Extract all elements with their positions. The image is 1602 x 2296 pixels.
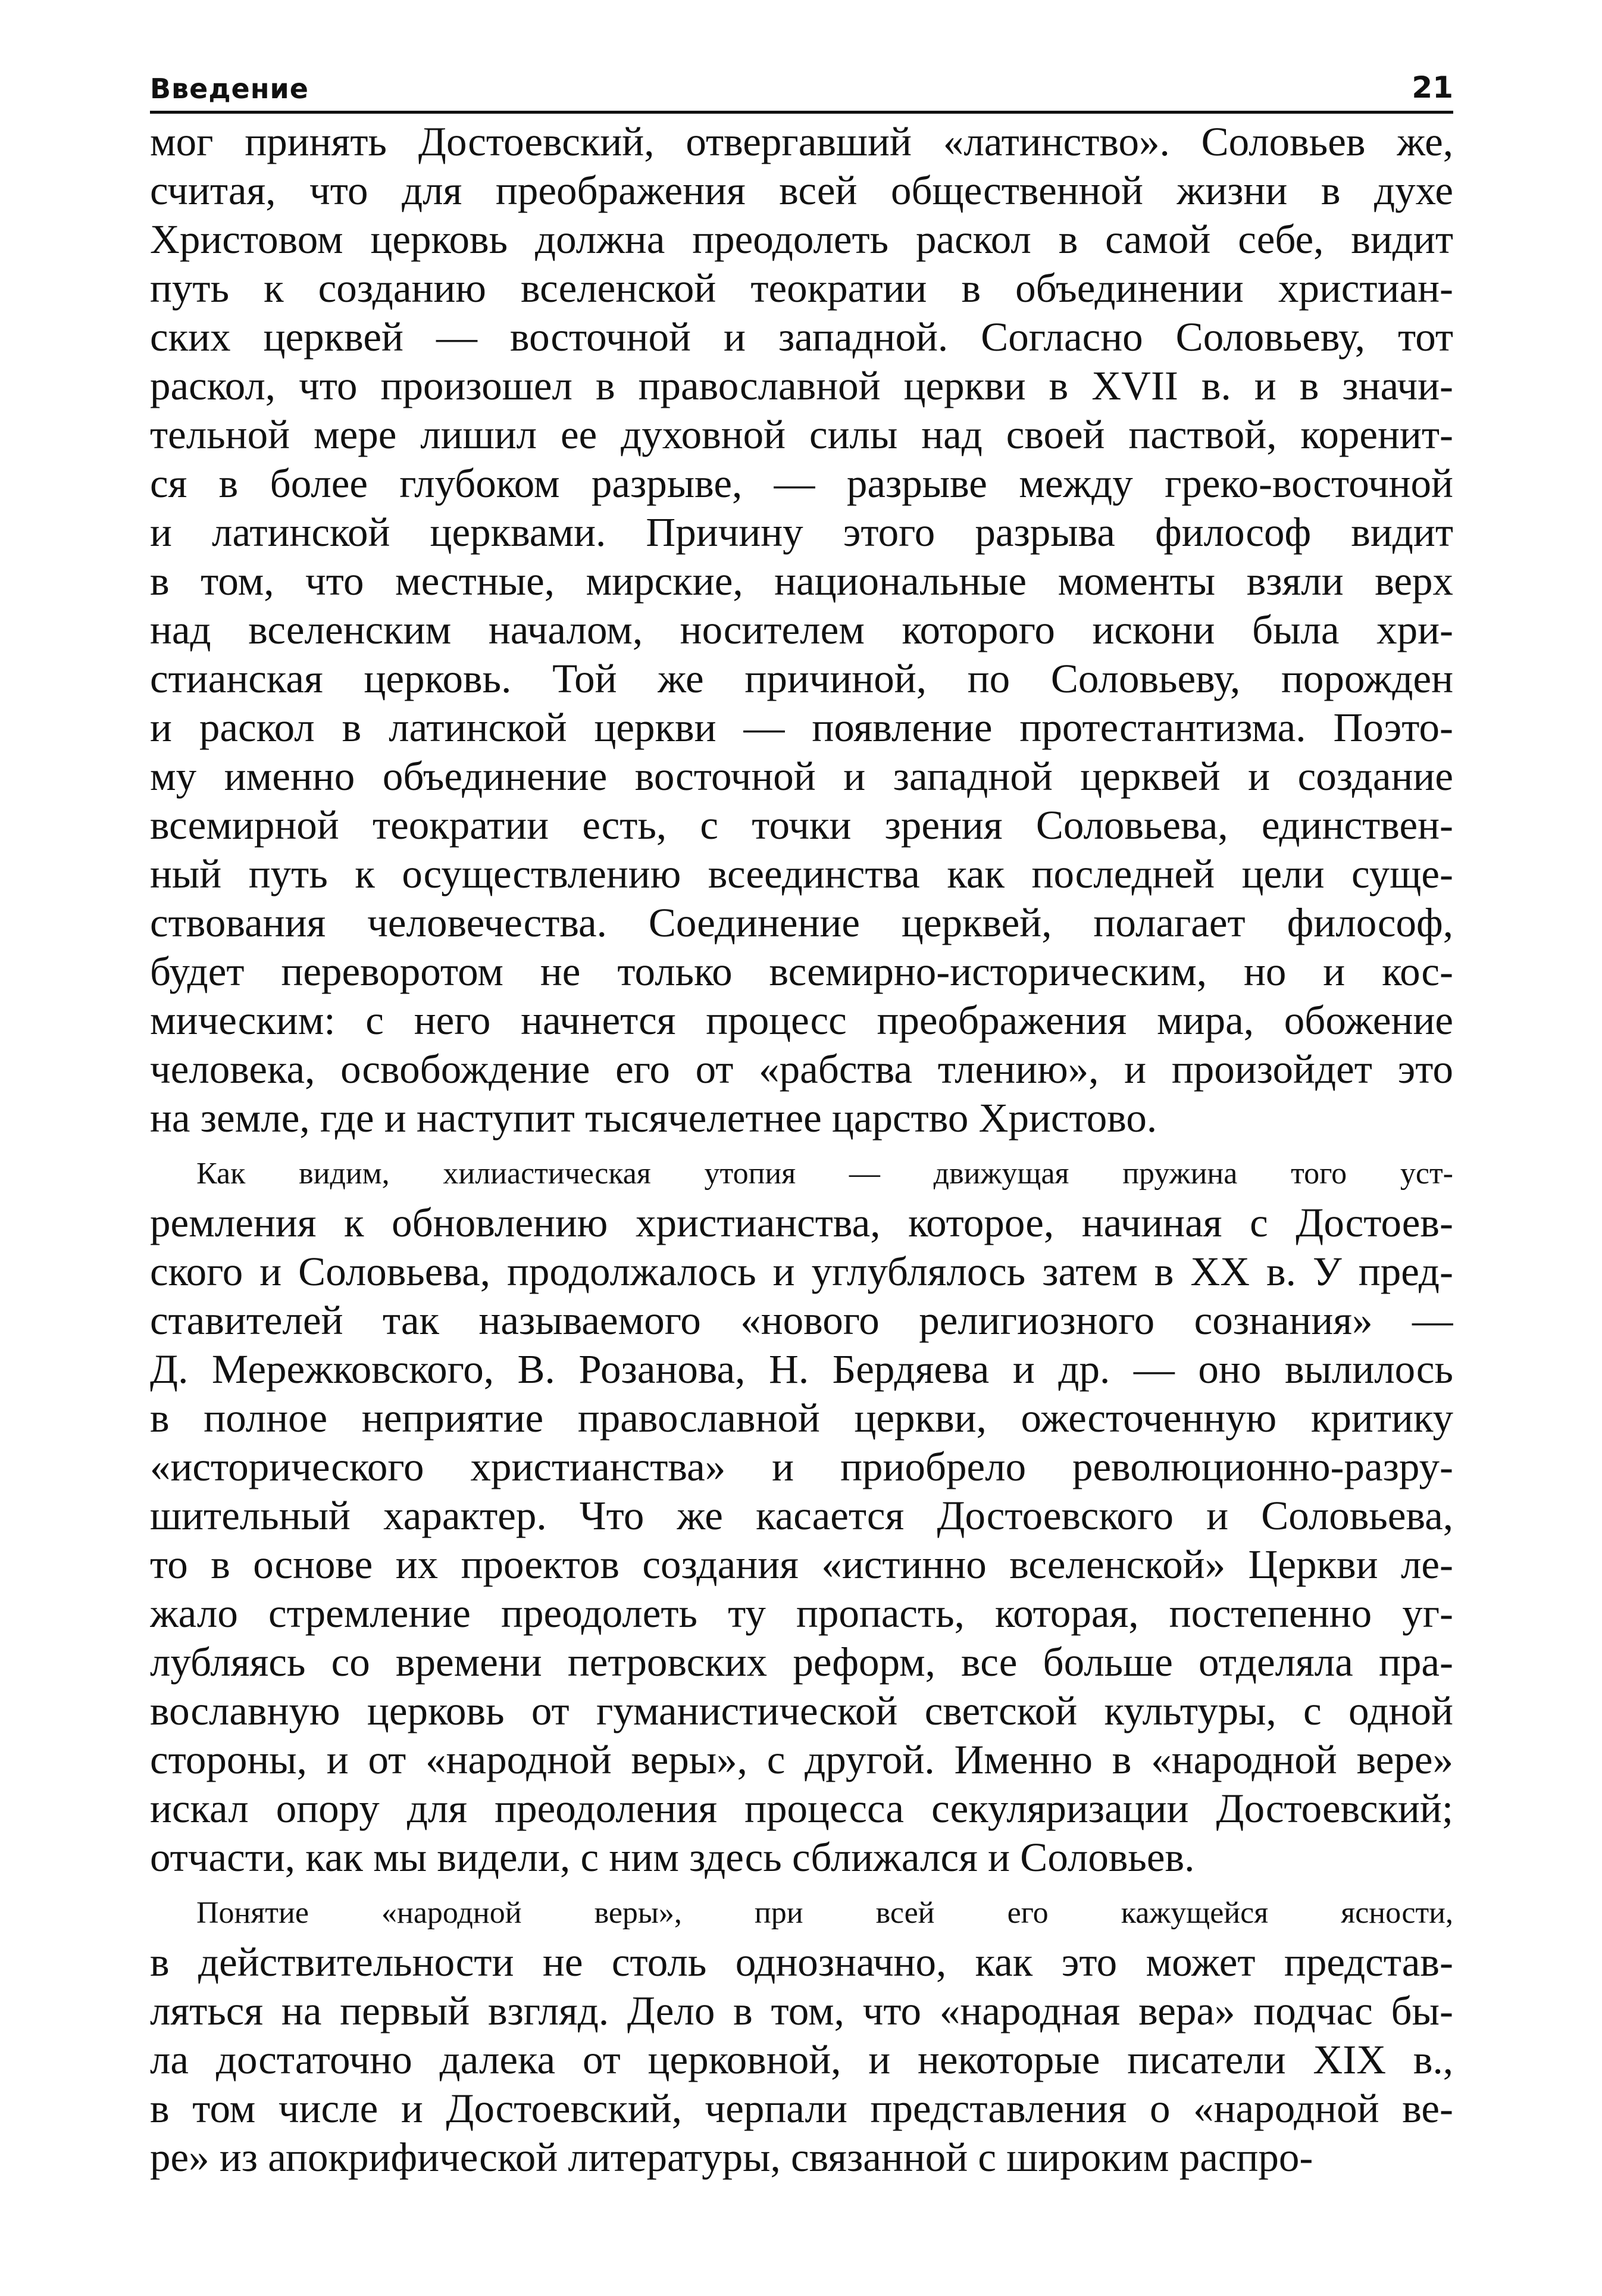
paragraph [150,1149,1453,1882]
body-text [150,117,1453,2182]
text-line: ремления к обновлению христианства, которое, начиная с Достоев- [150,1200,1453,1245]
book-page [150,64,1453,2182]
text-line: то в основе их проектов создания «истинно вселенской» Церкви ле- [150,1542,1453,1587]
text-line: шительный характер. Что же касается Достоевского и Соловьева, [150,1493,1453,1538]
text-line: стороны, и от «народной веры», с другой. Именно в «народной вере» [150,1737,1453,1782]
text-line: над вселенским началом, носителем которого искони была хри- [150,607,1453,652]
text-line: ставителей так называемого «нового религиозного сознания» — [150,1298,1453,1343]
paragraph [150,117,1453,1142]
text-line: ный путь к осуществлению всеединства как последней цели суще- [150,851,1453,896]
text-line: всемирной теократии есть, с точки зрения Соловьева, единствен- [150,802,1453,848]
text-line: мог принять Достоевский, отвергавший «латинство». Соловьев же, [150,119,1453,164]
text-line: будет переворотом не только всемирно-историческим, но и кос- [150,949,1453,994]
text-line: и латинской церквами. Причину этого разрыва философ видит [150,510,1453,555]
text-line: ре» из апокрифической литературы, связанной с широким распро- [150,2135,1313,2180]
text-line: отчасти, как мы видели, с ним здесь сближался и Соловьев. [150,1835,1195,1880]
text-line: мическим: с него начнется процесс преображения мира, обожение [150,998,1453,1043]
text-line: ся в более глубоком разрыве, — разрыве между греко-восточной [150,461,1453,506]
text-line: Как видим, хилиастическая утопия — движущая пружина того уст- [196,1157,1453,1191]
text-line: в полное неприятие православной церкви, ожесточенную критику [150,1395,1453,1441]
text-line: жало стремление преодолеть ту пропасть, которая, постепенно уг- [150,1591,1453,1636]
text-line: ских церквей — восточной и западной. Согласно Соловьеву, тот [150,314,1453,360]
text-line: ствования человечества. Соединение церквей, полагает философ, [150,900,1453,945]
text-line: Христовом церковь должна преодолеть раскол в самой себе, видит [150,217,1453,262]
text-line: ла достаточно далека от церковной, и некоторые писатели XIX в., [150,2037,1453,2082]
text-line: му именно объединение восточной и западной церквей и создание [150,754,1453,799]
paragraph [150,1889,1453,2182]
text-line: и раскол в латинской церкви — появление протестантизма. Поэто- [150,705,1453,750]
text-line: «исторического христианства» и приобрело революционно-разру- [150,1444,1453,1489]
text-line: искал опору для преодоления процесса секуляризации Достоевский; [150,1786,1453,1831]
text-line: считая, что для преображения всей общественной жизни в духе [150,168,1453,213]
text-line: в том числе и Достоевский, черпали представления о «народной ве- [150,2086,1453,2131]
page-number: 21 [1412,70,1453,105]
text-line: путь к созданию вселенской теократии в объединении христиан- [150,265,1453,311]
text-line: раскол, что произошел в православной церкви в XVII в. и в значи- [150,363,1453,408]
text-line: человека, освобождение его от «рабства тлению», и произойдет это [150,1047,1453,1092]
text-line: Д. Мережковского, В. Розанова, Н. Бердяева и др. — оно вылилось [150,1347,1453,1392]
text-line: тельной мере лишил ее духовной силы над своей паствой, коренит- [150,412,1453,457]
text-line: в том, что местные, мирские, национальные моменты взяли верх [150,558,1453,604]
text-line: вославную церковь от гуманистической светской культуры, с одной [150,1688,1453,1733]
text-line: лубляясь со времени петровских реформ, все больше отделяла пра- [150,1639,1453,1685]
running-head [150,64,1453,114]
section-title: Введение [150,73,309,105]
text-line: ского и Соловьева, продолжалось и углублялось затем в XX в. У пред- [150,1249,1453,1294]
text-line: в действительности не столь однозначно, как это может представ- [150,1939,1453,1985]
text-line: ляться на первый взгляд. Дело в том, что «народная вера» подчас бы- [150,1988,1453,2033]
text-line: Понятие «народной веры», при всей его кажущейся ясности, [196,1896,1453,1930]
text-line: на земле, где и наступит тысячелетнее царство Христово. [150,1095,1157,1141]
text-line: стианская церковь. Той же причиной, по Соловьеву, порожден [150,656,1453,701]
